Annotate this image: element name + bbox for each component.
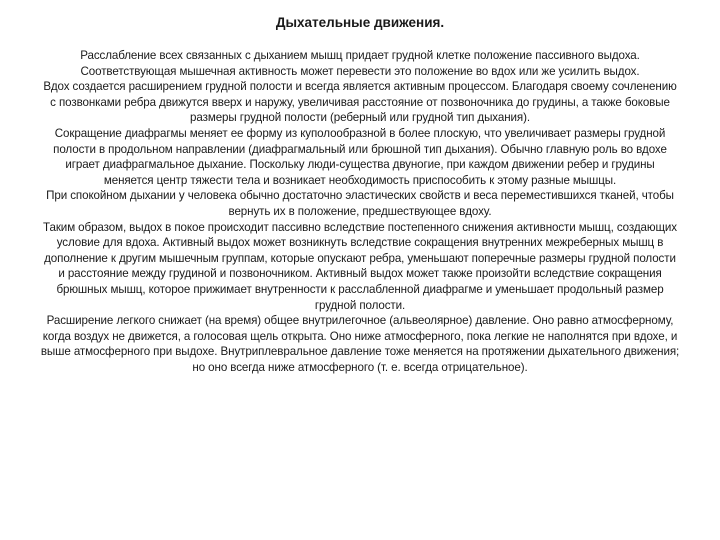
- paragraph-quiet-breathing: При спокойном дыхании у человека обычно достаточно эластических свойств и веса переместившихся тканей, чтобы вернуть их в положение, предшествующее вдоху.: [46, 189, 674, 218]
- document-title: Дыхательные движения.: [275, 15, 445, 30]
- paragraph-inhalation: Вдох создается расширением грудной полости и всегда является активным процессом. Благодаря своему сочленению с позвонками ребра движутся вверх и наружу, увеличивая расстояние от позвоночника до грудины, а также боковые размеры грудной полости (реберный или грудной тип дыхания).: [43, 80, 677, 125]
- document-body: [40, 48, 680, 375]
- paragraph-relaxation: Расслабление всех связанных с дыханием мышц придает грудной клетке положение пассивного выдоха. Соответствующая мышечная активность может перевести это положение во вдох или же усилить выдох.: [80, 49, 640, 78]
- paragraph-pressure: Расширение легкого снижает (на время) общее внутрилегочное (альвеолярное) давление. Оно равно атмосферному, когда воздух не движется, а голосовая щель открыта. Оно ниже атмосферного, пока легкие не наполнятся при вдохе, и выше атмосферного при выдохе. Внутриплевральное давление тоже меняется на протяжении дыхательного движения; но оно всегда ниже атмосферного (т. е. всегда отрицательное).: [40, 314, 680, 374]
- document-page: [40, 0, 680, 540]
- paragraph-exhalation: Таким образом, выдох в покое происходит пассивно вследствие постепенного снижения активности мышц, создающих условие для вдоха. Активный выдох может возникнуть вследствие сокращения внутренних межреберных мышц в дополнение к другим мышечным группам, которые опускают ребра, уменьшают поперечные размеры грудной полости и расстояние между грудиной и позвоночником. Активный выдох может также произойти вследствие сокращения брюшных мышц, которое прижимает внутренности к расслабленной диафрагме и уменьшает продольный размер грудной полости.: [43, 220, 677, 312]
- paragraph-diaphragm: Сокращение диафрагмы меняет ее форму из куполообразной в более плоскую, что увеличивает размеры грудной полости в продольном направлении (диафрагмальный или брюшной тип дыхания). Обычно главную роль во вдохе играет диафрагмальное дыхание. Поскольку люди-существа двуногие, при каждом движении ребер и грудины меняется центр тяжести тела и возникает необходимость приспособить к этому разные мышцы.: [53, 126, 667, 187]
